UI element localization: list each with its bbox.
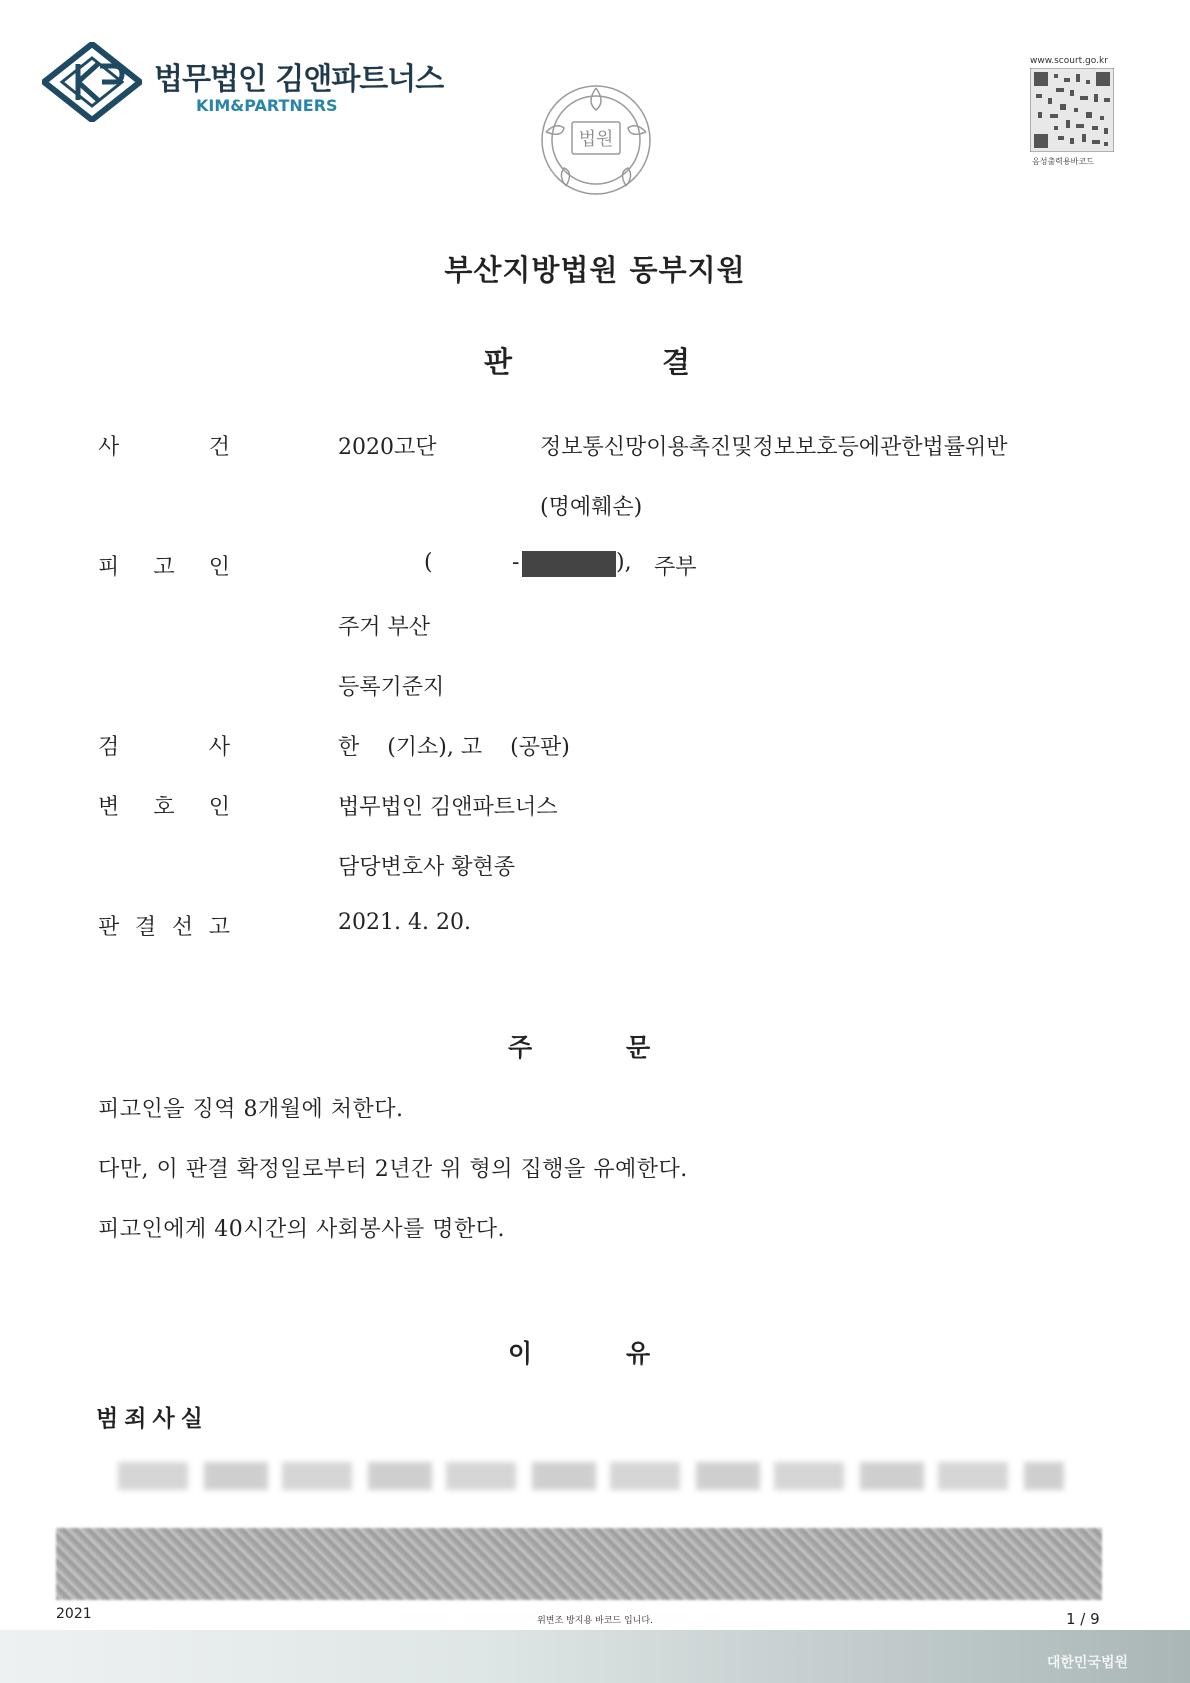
firm-logo-icon [42, 42, 142, 122]
defendant-registration: 등록기준지 [338, 675, 445, 700]
label-char: 사 [208, 735, 230, 760]
case-name-sub: (명예훼손) [540, 495, 643, 520]
footer-year: 2021 [56, 1606, 92, 1622]
label-char: 선 [171, 915, 194, 940]
case-number: 2020고단 [338, 435, 437, 460]
page-number: 1 / 9 [1066, 1610, 1100, 1628]
qr-code-icon [1030, 68, 1114, 152]
footer-barcode-note: 위변조 방지용 바코드 입니다. [537, 1616, 653, 1626]
order-line-2: 다만, 이 판결 확정일로부터 2년간 위 형의 집행을 유예한다. [98, 1157, 688, 1182]
label-char: 고 [208, 915, 230, 940]
court-seal-icon [536, 82, 656, 198]
label-char: 사 [98, 435, 120, 460]
verdict-date: 2021. 4. 20. [338, 910, 471, 935]
label-char: 인 [208, 555, 230, 580]
defendant-occupation: 주부 [654, 555, 697, 580]
label-char: 피 [98, 555, 120, 580]
label-verdict-date [98, 910, 230, 941]
label-counsel [98, 790, 230, 821]
label-char: 호 [153, 795, 175, 820]
order-head-char-2: 문 [626, 1033, 651, 1062]
label-char: 건 [208, 435, 230, 460]
qr-url: www.scourt.go.kr [1030, 56, 1108, 66]
doc-type-char-2: 결 [662, 345, 691, 379]
reason-head-char-2: 유 [626, 1339, 651, 1368]
defendant-paren-close: ), [616, 550, 632, 575]
doc-type-char-1: 판 [484, 345, 513, 379]
label-case [98, 430, 230, 461]
defendant-residence: 주거 부산 [338, 615, 431, 640]
footer-band [0, 1630, 1190, 1683]
qr-caption: 음성출력용바코드 [1032, 157, 1094, 166]
reason-head-char-1: 이 [508, 1339, 533, 1368]
order-line-1: 피고인을 징역 8개월에 처한다. [98, 1097, 404, 1122]
blurred-text [118, 1462, 1064, 1490]
label-defendant [98, 550, 230, 581]
crime-facts-heading: 범죄사실 [96, 1406, 209, 1432]
firm-name-ko: 법무법인 김앤파트너스 [154, 62, 444, 97]
seal-text: 법원 [578, 129, 614, 150]
redacted-id [522, 551, 616, 577]
anti-forgery-barcode [56, 1528, 1102, 1600]
footer-court-label: 대한민국법원 [1046, 1655, 1128, 1671]
label-char: 검 [98, 735, 120, 760]
label-char: 인 [208, 795, 230, 820]
prosecutor-value: 한 (기소), 고 (공판) [338, 735, 570, 760]
label-char: 변 [98, 795, 120, 820]
counsel-firm: 법무법인 김앤파트너스 [338, 795, 558, 820]
counsel-lawyer: 담당변호사 황현종 [338, 855, 516, 880]
label-char: 판 [98, 915, 120, 940]
firm-name-en: KIM&PARTNERS [196, 96, 338, 115]
case-name: 정보통신망이용촉진및정보보호등에관한법률위반 [540, 435, 1008, 460]
defendant-dash: - [512, 550, 520, 575]
defendant-paren-open: ( [424, 550, 433, 575]
label-prosecutor [98, 730, 230, 761]
order-head-char-1: 주 [508, 1033, 533, 1062]
label-char: 결 [134, 915, 157, 940]
label-char: 고 [153, 555, 175, 580]
order-line-3: 피고인에게 40시간의 사회봉사를 명한다. [98, 1217, 505, 1242]
court-name: 부산지방법원 동부지원 [444, 253, 746, 287]
